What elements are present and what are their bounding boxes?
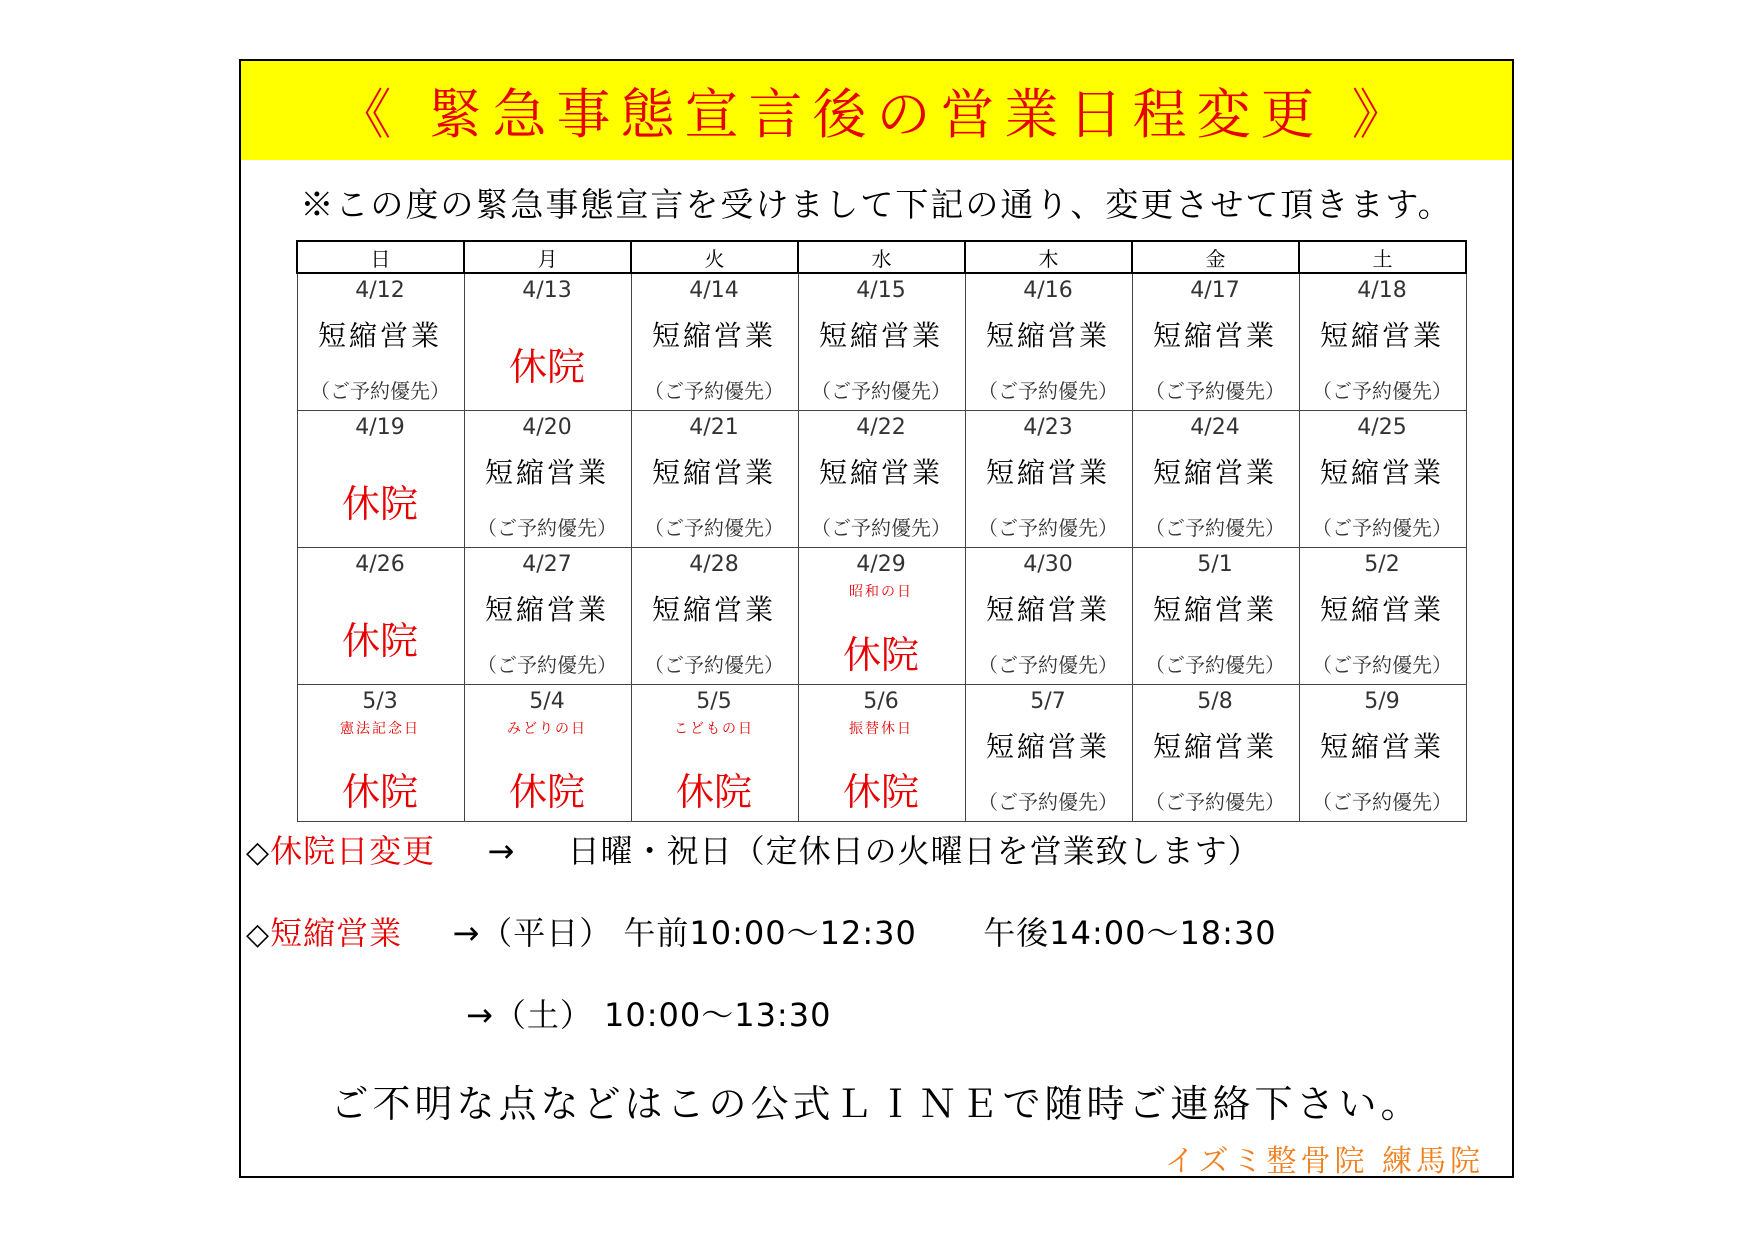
calendar-day-cell bbox=[798, 685, 965, 822]
day-date: 5/8 bbox=[1197, 689, 1233, 714]
short-hours-status: 短縮営業 bbox=[1319, 730, 1444, 763]
closed-status: 休院 bbox=[842, 633, 919, 677]
calendar-day-cell bbox=[464, 548, 631, 685]
closed-status: 休院 bbox=[341, 619, 418, 663]
reservation-note: （ご予約優先） bbox=[1145, 653, 1285, 677]
day-date: 4/27 bbox=[522, 552, 572, 577]
reservation-note: （ご予約優先） bbox=[1312, 790, 1452, 814]
calendar-day-cell bbox=[297, 273, 464, 411]
schedule-calendar bbox=[296, 240, 1467, 822]
holiday-name: こどもの日 bbox=[674, 721, 754, 737]
day-date: 5/4 bbox=[529, 689, 565, 714]
holiday-name: 振替休日 bbox=[849, 721, 913, 737]
short-hours-status: 短縮営業 bbox=[484, 456, 609, 489]
short-hours-status: 短縮営業 bbox=[317, 319, 442, 352]
calendar-week-row bbox=[297, 411, 1466, 548]
short-hours-status: 短縮営業 bbox=[818, 319, 943, 352]
weekday-fri: 金 bbox=[1132, 241, 1299, 273]
day-date: 4/18 bbox=[1357, 278, 1407, 303]
calendar-week-row bbox=[297, 273, 1466, 411]
day-date: 4/15 bbox=[856, 278, 906, 303]
reservation-note: （ご予約優先） bbox=[477, 653, 617, 677]
calendar-day-cell bbox=[1299, 411, 1466, 548]
day-date: 4/22 bbox=[856, 415, 906, 440]
weekday-wed: 水 bbox=[798, 241, 965, 273]
short-hours-status: 短縮営業 bbox=[1152, 593, 1277, 626]
reservation-note: （ご予約優先） bbox=[644, 516, 784, 540]
reservation-note: （ご予約優先） bbox=[477, 516, 617, 540]
short-hours-status: 短縮営業 bbox=[1152, 456, 1277, 489]
calendar-day-cell bbox=[965, 411, 1132, 548]
day-date: 4/20 bbox=[522, 415, 572, 440]
holiday-name: 憲法記念日 bbox=[340, 721, 420, 737]
calendar-day-cell bbox=[798, 411, 965, 548]
reservation-note: （ご予約優先） bbox=[978, 790, 1118, 814]
day-date: 5/5 bbox=[696, 689, 732, 714]
weekday-tue: 火 bbox=[631, 241, 798, 273]
reservation-note: （ご予約優先） bbox=[978, 516, 1118, 540]
calendar-week-row bbox=[297, 685, 1466, 822]
calendar-day-cell bbox=[464, 273, 631, 411]
calendar-day-cell bbox=[631, 685, 798, 822]
calendar-day-cell bbox=[1299, 548, 1466, 685]
day-date: 5/7 bbox=[1030, 689, 1066, 714]
reservation-note: （ご予約優先） bbox=[811, 379, 951, 403]
weekday-header-row bbox=[297, 241, 1466, 273]
title-banner bbox=[241, 61, 1512, 160]
short-hours-status: 短縮営業 bbox=[1319, 593, 1444, 626]
calendar-day-cell bbox=[798, 548, 965, 685]
calendar-day-cell bbox=[297, 685, 464, 822]
short-hours-status: 短縮営業 bbox=[985, 319, 1110, 352]
reservation-note: （ご予約優先） bbox=[1145, 516, 1285, 540]
day-date: 4/25 bbox=[1357, 415, 1407, 440]
day-date: 5/2 bbox=[1364, 552, 1400, 577]
arrow-icon: → bbox=[487, 832, 516, 870]
calendar-day-cell bbox=[1299, 685, 1466, 822]
calendar-day-cell bbox=[1299, 273, 1466, 411]
day-date: 4/30 bbox=[1023, 552, 1073, 577]
notice-frame bbox=[239, 59, 1514, 1178]
short-hours-status: 短縮営業 bbox=[1319, 319, 1444, 352]
calendar-day-cell bbox=[1132, 273, 1299, 411]
contact-line: ご不明な点などはこの公式ＬＩＮＥで随時ご連絡下さい。 bbox=[330, 1082, 1423, 1126]
page-title: 《 緊急事態宣言後の営業日程変更 》 bbox=[337, 83, 1416, 146]
short-hours-status: 短縮営業 bbox=[1152, 730, 1277, 763]
day-date: 4/29 bbox=[856, 552, 906, 577]
short-hours-status: 短縮営業 bbox=[651, 593, 776, 626]
calendar-day-cell bbox=[631, 548, 798, 685]
short-hours-status: 短縮営業 bbox=[985, 593, 1110, 626]
short-hours-status: 短縮営業 bbox=[818, 456, 943, 489]
closed-day-change-line bbox=[246, 826, 1261, 872]
short-hours-label: 短縮営業 bbox=[270, 914, 403, 952]
day-date: 4/28 bbox=[689, 552, 739, 577]
calendar-day-cell bbox=[631, 411, 798, 548]
short-hours-status: 短縮営業 bbox=[1152, 319, 1277, 352]
short-hours-line bbox=[246, 908, 1277, 954]
calendar-day-cell bbox=[798, 273, 965, 411]
reservation-note: （ご予約優先） bbox=[811, 516, 951, 540]
day-date: 5/1 bbox=[1197, 552, 1233, 577]
calendar-day-cell bbox=[631, 273, 798, 411]
closed-status: 休院 bbox=[341, 770, 418, 814]
day-date: 4/24 bbox=[1190, 415, 1240, 440]
calendar-day-cell bbox=[965, 685, 1132, 822]
calendar-day-cell bbox=[297, 548, 464, 685]
notice-subtitle: ※この度の緊急事態宣言を受けまして下記の通り、変更させて頂きます。 bbox=[300, 185, 1453, 224]
short-hours-status: 短縮営業 bbox=[651, 319, 776, 352]
closed-status: 休院 bbox=[675, 770, 752, 814]
day-date: 5/9 bbox=[1364, 689, 1400, 714]
closed-status: 休院 bbox=[508, 770, 585, 814]
weekday-hours: →（平日） 午前10:00～12:30 bbox=[452, 914, 917, 952]
reservation-note: （ご予約優先） bbox=[1312, 653, 1452, 677]
reservation-note: （ご予約優先） bbox=[978, 653, 1118, 677]
closed-status: 休院 bbox=[341, 482, 418, 526]
reservation-note: （ご予約優先） bbox=[978, 379, 1118, 403]
closed-status: 休院 bbox=[508, 345, 585, 389]
weekday-sun: 日 bbox=[297, 241, 464, 273]
calendar-day-cell bbox=[965, 273, 1132, 411]
calendar-day-cell bbox=[464, 411, 631, 548]
reservation-note: （ご予約優先） bbox=[644, 379, 784, 403]
day-date: 4/23 bbox=[1023, 415, 1073, 440]
day-date: 5/6 bbox=[863, 689, 899, 714]
day-date: 4/12 bbox=[355, 278, 405, 303]
weekday-sat: 土 bbox=[1299, 241, 1466, 273]
reservation-note: （ご予約優先） bbox=[1312, 516, 1452, 540]
calendar-day-cell bbox=[965, 548, 1132, 685]
day-date: 4/19 bbox=[355, 415, 405, 440]
short-hours-status: 短縮営業 bbox=[651, 456, 776, 489]
calendar-day-cell bbox=[297, 411, 464, 548]
closed-status: 休院 bbox=[842, 770, 919, 814]
reservation-note: （ご予約優先） bbox=[1145, 379, 1285, 403]
holiday-name: みどりの日 bbox=[507, 721, 587, 737]
reservation-note: （ご予約優先） bbox=[310, 379, 450, 403]
closed-change-label: 休院日変更 bbox=[270, 832, 436, 870]
day-date: 4/16 bbox=[1023, 278, 1073, 303]
reservation-note: （ご予約優先） bbox=[1312, 379, 1452, 403]
reservation-note: （ご予約優先） bbox=[1145, 790, 1285, 814]
day-date: 5/3 bbox=[362, 689, 398, 714]
day-date: 4/21 bbox=[689, 415, 739, 440]
afternoon-hours: 午後14:00～18:30 bbox=[983, 914, 1277, 952]
day-date: 4/14 bbox=[689, 278, 739, 303]
short-hours-status: 短縮営業 bbox=[484, 593, 609, 626]
day-date: 4/13 bbox=[522, 278, 572, 303]
reservation-note: （ご予約優先） bbox=[644, 653, 784, 677]
calendar-day-cell bbox=[1132, 685, 1299, 822]
clinic-signature: イズミ整骨院 練馬院 bbox=[1164, 1144, 1484, 1179]
short-hours-status: 短縮営業 bbox=[985, 456, 1110, 489]
calendar-day-cell bbox=[464, 685, 631, 822]
calendar-day-cell bbox=[1132, 548, 1299, 685]
closed-change-text: 日曜・祝日（定休日の火曜日を営業致します） bbox=[567, 832, 1261, 870]
calendar-day-cell bbox=[1132, 411, 1299, 548]
day-date: 4/26 bbox=[355, 552, 405, 577]
short-hours-status: 短縮営業 bbox=[985, 730, 1110, 763]
saturday-hours: →（土） 10:00～13:30 bbox=[466, 996, 832, 1034]
diamond-icon: ◇ bbox=[246, 917, 271, 952]
holiday-name: 昭和の日 bbox=[849, 584, 913, 600]
calendar-week-row bbox=[297, 548, 1466, 685]
weekday-thu: 木 bbox=[965, 241, 1132, 273]
diamond-icon: ◇ bbox=[246, 835, 271, 870]
weekday-mon: 月 bbox=[464, 241, 631, 273]
day-date: 4/17 bbox=[1190, 278, 1240, 303]
short-hours-status: 短縮営業 bbox=[1319, 456, 1444, 489]
